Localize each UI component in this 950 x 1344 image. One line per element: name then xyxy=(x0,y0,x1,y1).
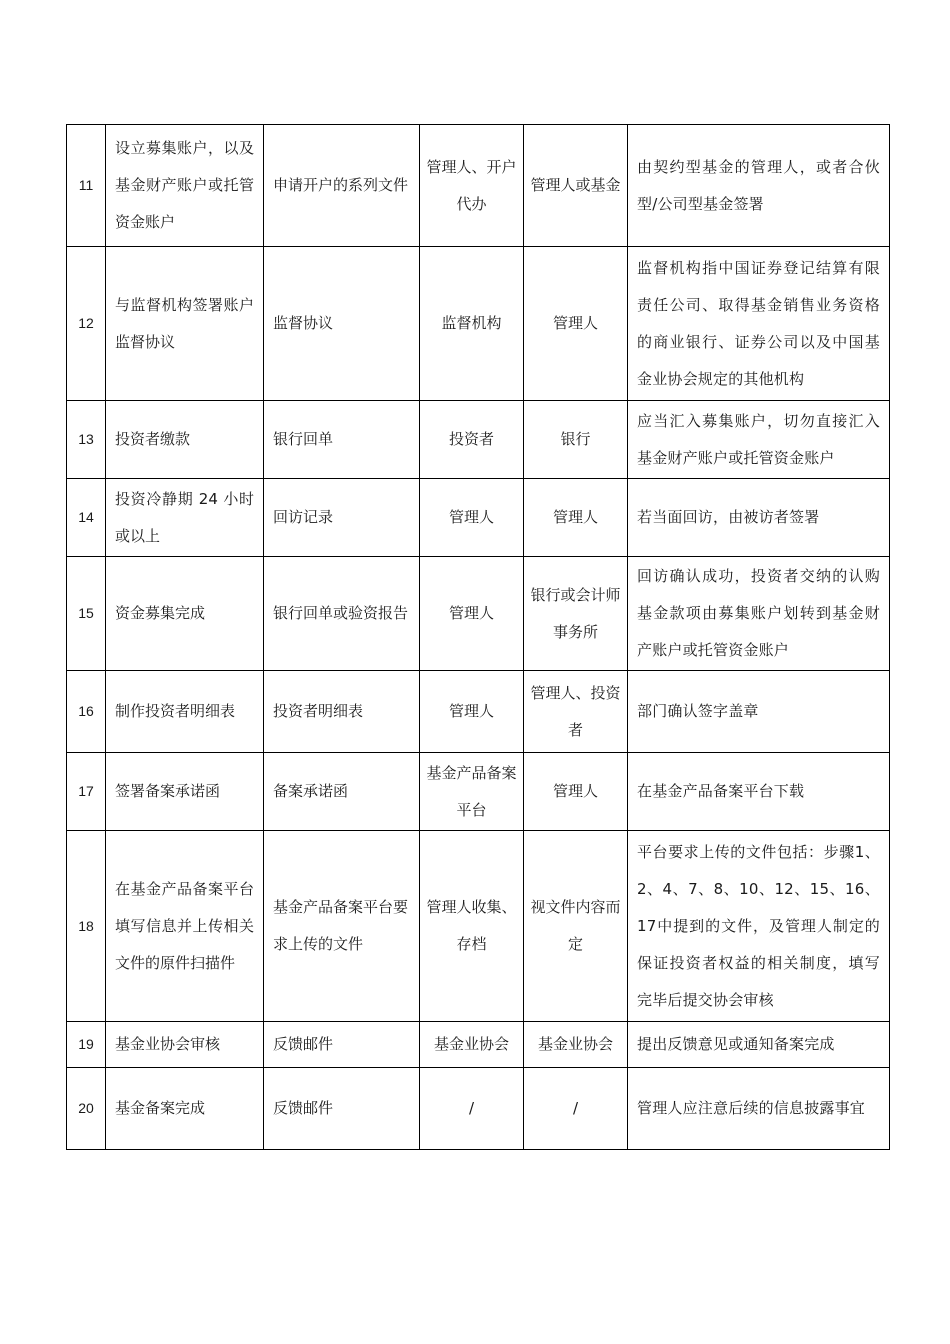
step-provider: 监督机构 xyxy=(420,247,524,401)
step-signer: 管理人 xyxy=(524,753,628,831)
step-document: 回访记录 xyxy=(264,479,420,557)
step-note: 应当汇入募集账户，切勿直接汇入基金财产账户或托管资金账户 xyxy=(628,401,890,479)
step-description: 资金募集完成 xyxy=(106,557,264,671)
step-provider: 管理人 xyxy=(420,557,524,671)
filing-steps-table xyxy=(66,124,890,1150)
step-description: 基金备案完成 xyxy=(106,1068,264,1150)
step-number: 11 xyxy=(67,125,106,247)
table-row xyxy=(67,479,890,557)
step-provider: 管理人 xyxy=(420,479,524,557)
step-description: 投资者缴款 xyxy=(106,401,264,479)
step-note: 提出反馈意见或通知备案完成 xyxy=(628,1022,890,1068)
step-number: 20 xyxy=(67,1068,106,1150)
step-description: 与监督机构签署账户监督协议 xyxy=(106,247,264,401)
step-signer: / xyxy=(524,1068,628,1150)
step-signer: 管理人或基金 xyxy=(524,125,628,247)
step-number: 18 xyxy=(67,831,106,1022)
step-note: 由契约型基金的管理人，或者合伙型/公司型基金签署 xyxy=(628,125,890,247)
step-signer: 管理人、投资者 xyxy=(524,671,628,753)
step-number: 16 xyxy=(67,671,106,753)
step-document: 银行回单或验资报告 xyxy=(264,557,420,671)
step-signer: 银行或会计师事务所 xyxy=(524,557,628,671)
step-note: 部门确认签字盖章 xyxy=(628,671,890,753)
step-provider: / xyxy=(420,1068,524,1150)
table-row xyxy=(67,671,890,753)
step-document: 反馈邮件 xyxy=(264,1068,420,1150)
step-note: 回访确认成功，投资者交纳的认购基金款项由募集账户划转到基金财产账户或托管资金账户 xyxy=(628,557,890,671)
step-description: 投资冷静期 24 小时或以上 xyxy=(106,479,264,557)
table-row xyxy=(67,125,890,247)
step-note: 监督机构指中国证券登记结算有限责任公司、取得基金销售业务资格的商业银行、证券公司以及中国基金业协会规定的其他机构 xyxy=(628,247,890,401)
table-row xyxy=(67,831,890,1022)
step-signer: 视文件内容而定 xyxy=(524,831,628,1022)
step-description: 在基金产品备案平台填写信息并上传相关文件的原件扫描件 xyxy=(106,831,264,1022)
step-provider: 管理人、开户代办 xyxy=(420,125,524,247)
step-document: 监督协议 xyxy=(264,247,420,401)
step-signer: 管理人 xyxy=(524,247,628,401)
step-signer: 管理人 xyxy=(524,479,628,557)
step-provider: 管理人 xyxy=(420,671,524,753)
step-description: 制作投资者明细表 xyxy=(106,671,264,753)
step-signer: 银行 xyxy=(524,401,628,479)
step-description: 签署备案承诺函 xyxy=(106,753,264,831)
step-note: 管理人应注意后续的信息披露事宜 xyxy=(628,1068,890,1150)
step-description: 基金业协会审核 xyxy=(106,1022,264,1068)
table-row xyxy=(67,401,890,479)
step-note: 若当面回访，由被访者签署 xyxy=(628,479,890,557)
step-document: 银行回单 xyxy=(264,401,420,479)
step-document: 基金产品备案平台要求上传的文件 xyxy=(264,831,420,1022)
step-number: 19 xyxy=(67,1022,106,1068)
step-number: 15 xyxy=(67,557,106,671)
step-document: 投资者明细表 xyxy=(264,671,420,753)
table-row xyxy=(67,247,890,401)
step-number: 17 xyxy=(67,753,106,831)
step-document: 申请开户的系列文件 xyxy=(264,125,420,247)
step-provider: 管理人收集、存档 xyxy=(420,831,524,1022)
table-row xyxy=(67,1068,890,1150)
step-document: 备案承诺函 xyxy=(264,753,420,831)
step-signer: 基金业协会 xyxy=(524,1022,628,1068)
step-description: 设立募集账户，以及基金财产账户或托管资金账户 xyxy=(106,125,264,247)
step-provider: 投资者 xyxy=(420,401,524,479)
step-document: 反馈邮件 xyxy=(264,1022,420,1068)
step-number: 12 xyxy=(67,247,106,401)
table-row xyxy=(67,1022,890,1068)
step-note: 在基金产品备案平台下载 xyxy=(628,753,890,831)
step-number: 14 xyxy=(67,479,106,557)
step-provider: 基金业协会 xyxy=(420,1022,524,1068)
step-note: 平台要求上传的文件包括：步骤1、2、4、7、8、10、12、15、16、17中提到的文件，及管理人制定的保证投资者权益的相关制度，填写完毕后提交协会审核 xyxy=(628,831,890,1022)
step-provider: 基金产品备案平台 xyxy=(420,753,524,831)
table-row xyxy=(67,753,890,831)
table-row xyxy=(67,557,890,671)
step-number: 13 xyxy=(67,401,106,479)
